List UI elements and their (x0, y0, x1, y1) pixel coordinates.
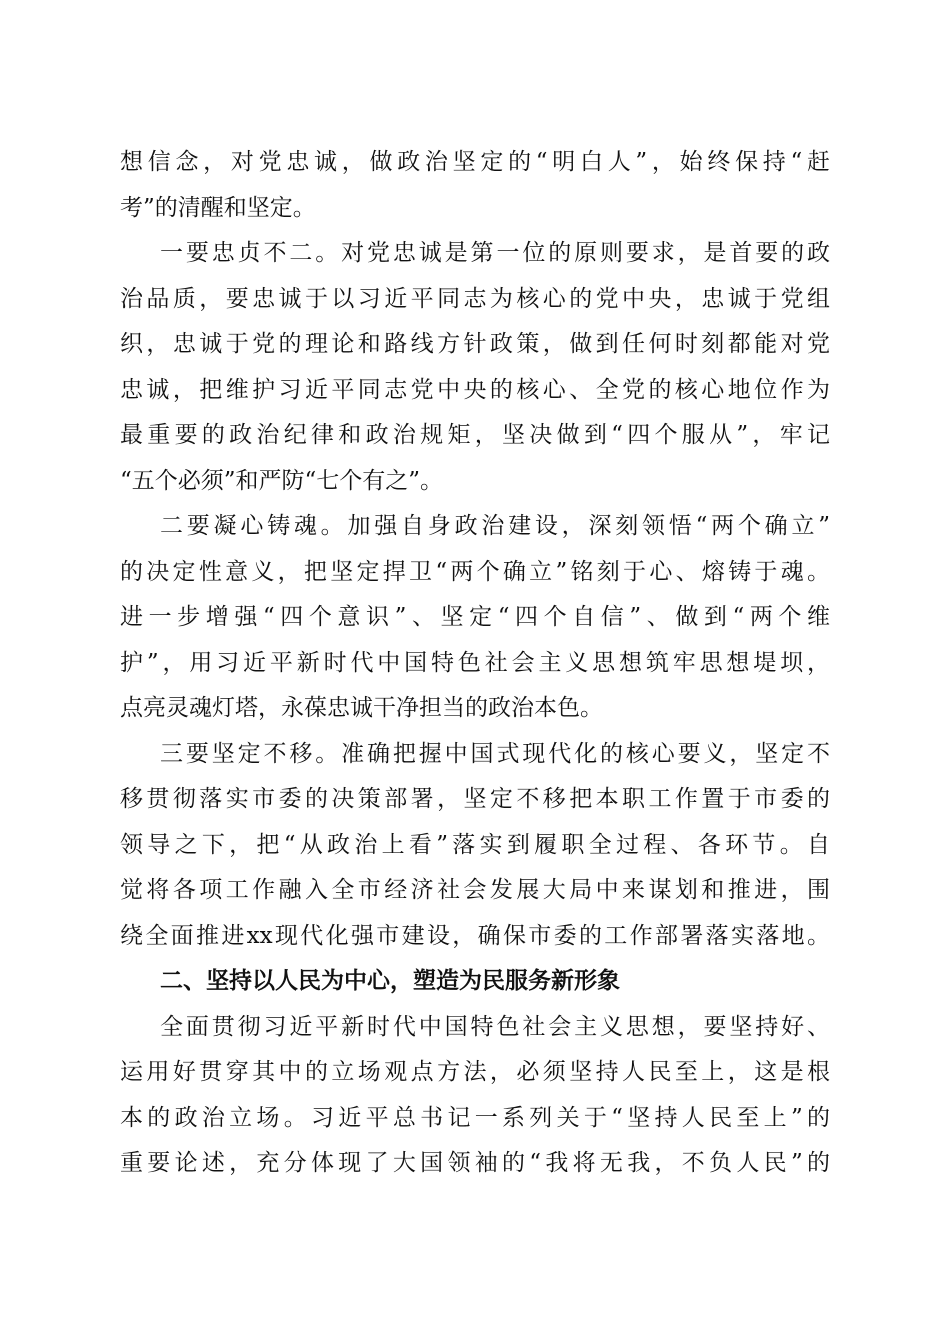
text-line: 织，忠诚于党的理论和路线方针政策，做到任何时刻都能对党 (120, 331, 830, 357)
text-line: 觉将各项工作融入全市经济社会发展大局中来谋划和推进，围 (120, 877, 830, 903)
document-body (120, 140, 830, 1187)
paragraph-start-line: 一要忠贞不二。对党忠诚是第一位的原则要求，是首要的政 (160, 240, 830, 266)
section-heading: 二、坚持以人民为中心，塑造为民服务新形象 (160, 968, 620, 994)
paragraph-start-line: 全面贯彻习近平新时代中国特色社会主义思想，要坚持好、 (160, 1013, 830, 1040)
text-line: 领导之下，把“从政治上看”落实到履职全过程、各环节。自 (120, 831, 830, 858)
text-line: 绕全面推进xx现代化强市建设，确保市委的工作部署落实落地。 (120, 922, 830, 949)
text-line: 运用好贯穿其中的立场观点方法，必须坚持人民至上，这是根 (120, 1059, 830, 1085)
text-line: 进一步增强“四个意识”、坚定“四个自信”、做到“两个维 (120, 604, 830, 630)
text-line: 点亮灵魂灯塔，永葆忠诚干净担当的政治本色。 (120, 695, 603, 721)
text-line: 重要论述，充分体现了大国领袖的“我将无我，不负人民”的 (120, 1150, 830, 1176)
text-line: 的决定性意义，把坚定捍卫“两个确立”铭刻于心、熔铸于魂。 (120, 558, 830, 585)
paragraph-start-line: 三要坚定不移。准确把握中国式现代化的核心要义，坚定不 (160, 740, 830, 767)
text-line: 治品质，要忠诚于以习近平同志为核心的党中央，忠诚于党组 (120, 285, 830, 312)
text-line: 想信念，对党忠诚，做政治坚定的“明白人”，始终保持“赶 (120, 149, 830, 175)
text-line: 本的政治立场。习近平总书记一系列关于“坚持人民至上”的 (120, 1104, 830, 1131)
text-line: 考”的清醒和坚定。 (120, 194, 316, 221)
paragraph-start-line: 二要凝心铸魂。加强自身政治建设，深刻领悟“两个确立” (160, 513, 830, 539)
text-line: 忠诚，把维护习近平同志党中央的核心、全党的核心地位作为 (120, 376, 830, 403)
text-line: 护”，用习近平新时代中国特色社会主义思想筑牢思想堤坝， (120, 649, 830, 676)
text-line: 移贯彻落实市委的决策部署，坚定不移把本职工作置于市委的 (120, 786, 830, 812)
text-line: “五个必须”和严防“七个有之”。 (120, 467, 444, 494)
text-line: 最重要的政治纪律和政治规矩，坚决做到“四个服从”，牢记 (120, 422, 830, 448)
